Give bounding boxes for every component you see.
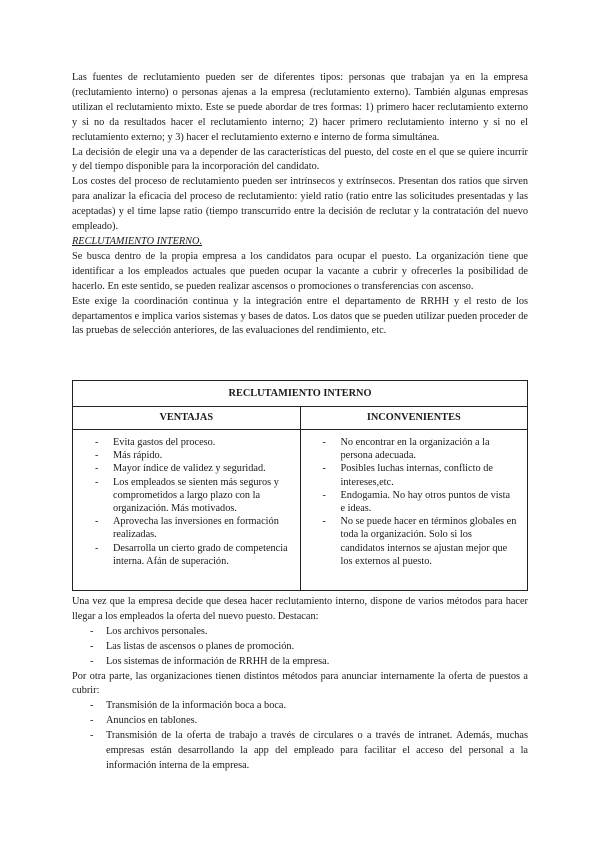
list-item: - Mayor índice de validez y seguridad.	[73, 462, 290, 475]
list-item: - Transmisión de la oferta de trabajo a través de circulares o a través de intranet. Además, muchas empresas están desarrollando la app del empleado para facilitar el acceso del personal a la información interna de la empresa.	[72, 729, 528, 774]
intro-paragraph-2: La decisión de elegir una va a depender de las características del puesto, del coste en el que se quiere incurrir y del tiempo disponible para la incorporación del candidato.	[72, 146, 528, 173]
list-item: - Los sistemas de información de RRHH de la empresa.	[72, 655, 528, 670]
methods-list-1	[72, 625, 528, 670]
ventajas-list	[73, 436, 290, 568]
section-paragraph-2: Este exige la coordinación continua y la integración entre el departamento de RRHH y el resto de los departamentos e implica varios sistemas y bases de datos. Los datos que se pueden utilizar pueden proceder de las pruebas de selección anteriores, de las evaluaciones del rendimiento, etc.	[72, 295, 528, 337]
list-item: - Más rápido.	[73, 449, 290, 462]
section-paragraph-1: Se busca dentro de la propia empresa a los candidatos para ocupar el puesto. La organización tiene que identificar a los empleados actuales que pueden ocupar la vacante a cubrir y ofrecerles la posibilidad de hacerlo. En este sentido, se pueden realizar ascensos o promociones o transferencias con ascenso.	[72, 250, 528, 292]
list-item: - No encontrar en la organización a la persona adecuada.	[301, 436, 518, 462]
methods-list-2	[72, 699, 528, 774]
table-title: RECLUTAMIENTO INTERNO	[73, 381, 528, 407]
list-item: - Endogamia. No hay otros puntos de vista e ideas.	[301, 489, 518, 515]
ventajas-header: VENTAJAS	[73, 407, 301, 430]
methods-paragraph-1: Una vez que la empresa decide que desea hacer reclutamiento interno, dispone de varios métodos para hacer llegar a los empleados la oferta del nuevo puesto. Destacan:	[72, 596, 528, 622]
section-heading: RECLUTAMIENTO INTERNO.	[72, 235, 203, 247]
list-item: - Los archivos personales.	[72, 625, 528, 640]
inconvenientes-cell	[300, 430, 528, 591]
ventajas-cell	[73, 430, 301, 591]
list-item: - Desarrolla un cierto grado de competencia interna. Afán de superación.	[73, 542, 290, 568]
list-item: - Anuncios en tablones.	[72, 714, 528, 729]
intro-paragraph-1: Las fuentes de reclutamiento pueden ser de diferentes tipos: personas que trabajan ya en la empresa (reclutamiento interno) o personas ajenas a la empresa (reclutamiento externo). También algunas empresas utilizan el reclutamiento mixto. Este se puede abordar de tres formas: 1) primero hacer reclutamiento externo y si no da resultados hacer el reclutamiento interno; 2) hacer primero reclutamiento interno y si no el reclutamiento externo; y 3) hacer el reclutamiento externo e interno de forma simultánea.	[72, 72, 528, 143]
list-item: - Las listas de ascensos o planes de promoción.	[72, 640, 528, 655]
intro-paragraph-3: Los costes del proceso de reclutamiento pueden ser intrínsecos y extrínsecos. Presentan dos ratios que sirven para analizar la eficacia del proceso de reclutamiento: yield ratio (ratio entre las solicitudes presentadas y las aceptadas) y el time lapse ratio (tiempo transcurrido entre la decisión de reclutar y la contratación del nuevo empleado).	[72, 176, 528, 233]
list-item: - Posibles luchas internas, conflicto de intereses,etc.	[301, 462, 518, 488]
inconvenientes-list	[301, 436, 518, 568]
intro-block	[72, 71, 528, 339]
inconvenientes-header: INCONVENIENTES	[300, 407, 528, 430]
list-item: - Aprovecha las inversiones en formación realizadas.	[73, 515, 290, 541]
methods-block	[72, 595, 528, 774]
list-item: - Evita gastos del proceso.	[73, 436, 290, 449]
list-item: - Los empleados se sienten más seguros y comprometidos a largo plazo con la organización. Más motivados.	[73, 476, 290, 516]
comparison-table	[72, 380, 528, 591]
list-item: - Transmisión de la información boca a boca.	[72, 699, 528, 714]
list-item: - No se puede hacer en términos globales en toda la organización. Solo si los candidatos internos se ajustan mejor que los externos al puesto.	[301, 515, 518, 568]
methods-paragraph-2: Por otra parte, las organizaciones tienen distintos métodos para anunciar internamente la oferta de puestos a cubrir:	[72, 670, 528, 697]
